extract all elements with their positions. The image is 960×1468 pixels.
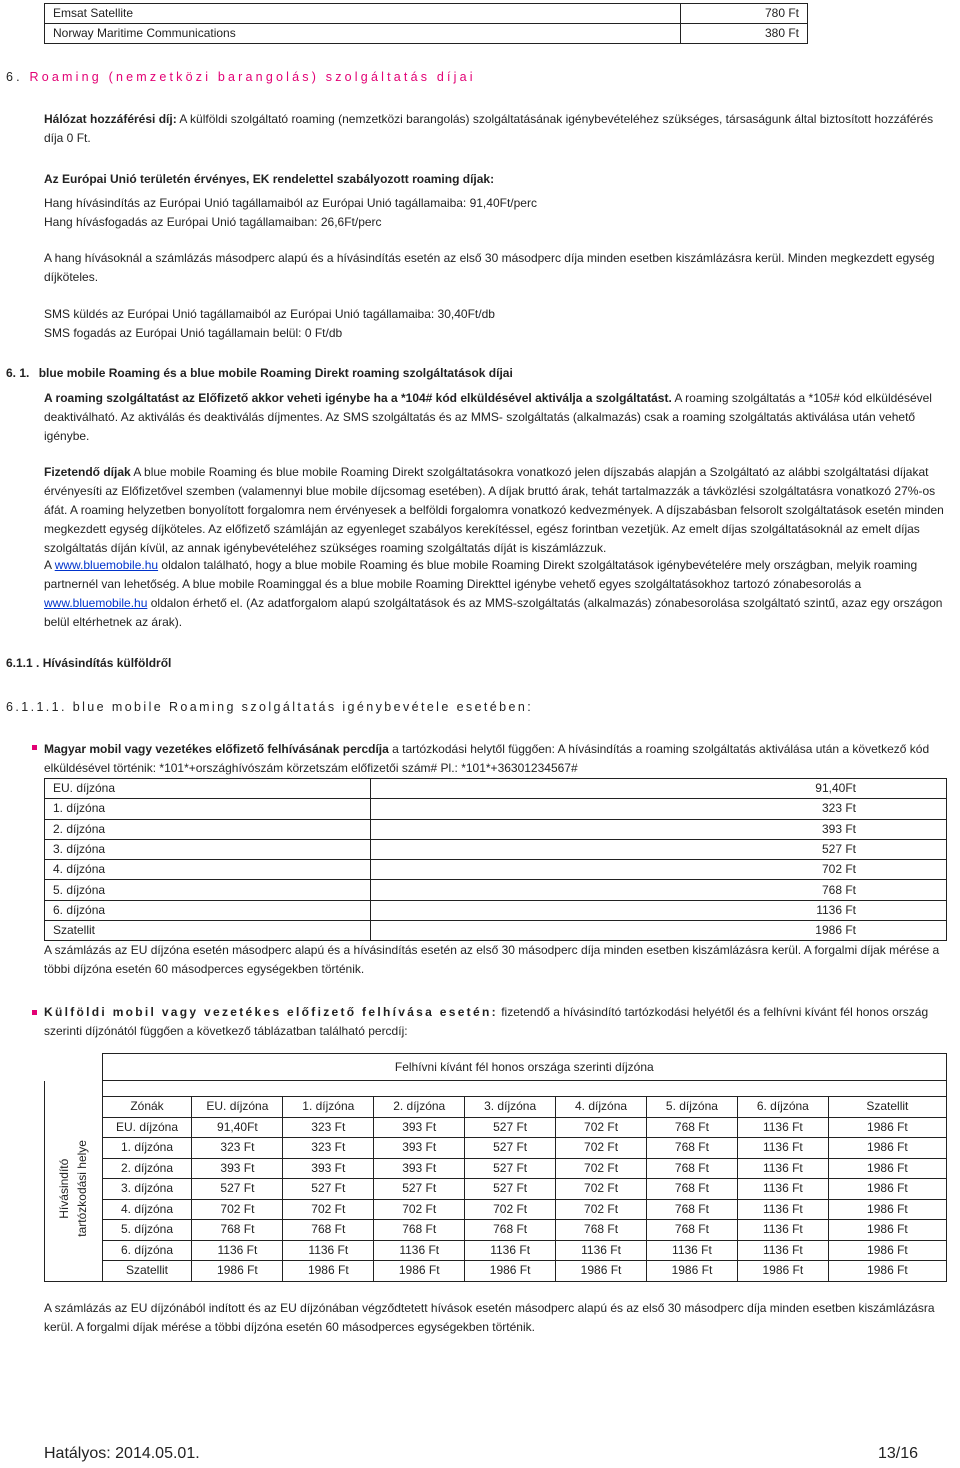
zone-row-label: EU. díjzóna <box>102 1117 192 1138</box>
zone-cell: 1136 Ft <box>556 1240 647 1261</box>
section-6-number: 6. <box>6 70 23 84</box>
bullet-2-rest: fizetendő a hívásindító tartózkodási helyétől és a felhívni kívánt fél honos ország szerinti díjzónától függően a következő táblázatban található percdíj: <box>44 1005 929 1038</box>
zone-cell: 702 Ft <box>283 1199 374 1220</box>
zone-cell: 323 Ft <box>192 1138 283 1159</box>
zone-cell: 702 Ft <box>374 1199 465 1220</box>
zone-cell: 1986 Ft <box>192 1261 283 1282</box>
zone-cell: 1986 Ft <box>828 1158 946 1179</box>
zone-cell: 1136 Ft <box>646 1240 737 1261</box>
bullet-foreign-calls <box>44 1003 952 1041</box>
bullet-marker <box>32 745 37 750</box>
zone-cell: 1986 Ft <box>374 1261 465 1282</box>
service-price: 380 Ft <box>681 24 808 44</box>
section-6-heading <box>6 70 476 84</box>
side-label-line-1: Hívásindító <box>57 1158 72 1219</box>
zone-cell: 768 Ft <box>283 1220 374 1241</box>
footer-effective-date: Hatályos: 2014.05.01. <box>44 1445 200 1462</box>
zone-cell: 1136 Ft <box>737 1158 828 1179</box>
zone-cell: 702 Ft <box>556 1117 647 1138</box>
zone-cell: 768 Ft <box>556 1220 647 1241</box>
eu-call-in: Hang hívásfogadás az Európai Unió tagállamaiban: 26,6Ft/perc <box>44 215 382 229</box>
zone-cell: 1136 Ft <box>283 1240 374 1261</box>
price-row <box>45 819 947 839</box>
zone-cell: 702 Ft <box>556 1199 647 1220</box>
access-fee-text: A külföldi szolgáltató roaming (nemzetközi barangolás) szolgáltatásának igénybevételéhez szükséges, társaságunk által biztosított hozzáférés díja 0 Ft. <box>44 112 934 145</box>
zone-row-label: 4. díjzóna <box>102 1199 192 1220</box>
zone-name: 2. díjzóna <box>45 819 371 839</box>
bullet-hungarian-calls <box>44 740 952 778</box>
zone-name: 4. díjzóna <box>45 860 371 880</box>
zone-cell: 1136 Ft <box>737 1220 828 1241</box>
section-6-1-title: blue mobile Roaming és a blue mobile Roaming Direkt roaming szolgáltatások díjai <box>38 366 513 380</box>
zone-cell: 768 Ft <box>374 1220 465 1241</box>
side-label-line-2: tartózkodási helye <box>75 1140 90 1237</box>
zone-row-label: 2. díjzóna <box>102 1158 192 1179</box>
price-row <box>45 860 947 880</box>
zone-row-label: 1. díjzóna <box>102 1138 192 1159</box>
zone-row <box>45 1117 947 1138</box>
zone-cell: 393 Ft <box>374 1158 465 1179</box>
partners-text-c: oldalon érhető el. (Az adatforgalom alapú szolgáltatások és az MMS-szolgáltatás (alkalmazás) zónabesorolása szolgáltató szintű, azaz egy országon belül eltérhetnek az árak). <box>44 596 943 629</box>
zone-header-cell: Szatellit <box>828 1097 946 1118</box>
zone-cell: 768 Ft <box>465 1220 556 1241</box>
section-6-1-heading <box>6 366 513 380</box>
zone-cell: 1136 Ft <box>737 1117 828 1138</box>
price-row <box>45 921 947 941</box>
zone-name: 3. díjzóna <box>45 839 371 859</box>
activation-rest: A roaming szolgáltatás a *105# kód elküldésével deaktiválható. Az aktiválás és deaktiválás díjmentes. Az SMS szolgáltatás és az MMS- szolgáltatás (alkalmazás) csak a roaming szolgáltatás aktiválása után vehető igénybe. <box>44 391 932 443</box>
service-name: Emsat Satellite <box>45 4 681 24</box>
top-price-table <box>44 3 808 44</box>
blank-cell <box>45 1054 103 1081</box>
zone-cell: 527 Ft <box>465 1138 556 1159</box>
zone-side-label <box>45 1097 103 1282</box>
zone-cell: 768 Ft <box>646 1117 737 1138</box>
zone-cell: 527 Ft <box>283 1179 374 1200</box>
zone-cell: 527 Ft <box>465 1179 556 1200</box>
zone-name: EU. díjzóna <box>45 779 371 799</box>
price-row <box>45 779 947 799</box>
zone-cell: 1136 Ft <box>374 1240 465 1261</box>
zone-cell: 1136 Ft <box>737 1199 828 1220</box>
zone-cell: 1986 Ft <box>828 1138 946 1159</box>
bullet-marker <box>32 1010 37 1015</box>
billing-eu-zone: A számlázás az EU díjzóna esetén másodperc alapú és a hívásindítás esetén az első 30 másodperc díja minden esetben kiszámlázásra kerül. A forgalmi díjak mérése a többi díjzóna esetén 60 másodperces egységekben történik. <box>44 943 940 976</box>
bluemobile-link-1[interactable]: www.bluemobile.hu <box>54 558 159 572</box>
zone-row <box>45 1138 947 1159</box>
zone-cell: 393 Ft <box>283 1158 374 1179</box>
zone-cell: 527 Ft <box>374 1179 465 1200</box>
zone-price: 1136 Ft <box>370 900 946 920</box>
zone-header-cell: Zónák <box>102 1097 192 1118</box>
zone-name: 5. díjzóna <box>45 880 371 900</box>
zone-cell: 393 Ft <box>374 1138 465 1159</box>
zone-row-label: 6. díjzóna <box>102 1240 192 1261</box>
zone-name: 1. díjzóna <box>45 799 371 819</box>
zone-header-cell: 5. díjzóna <box>646 1097 737 1118</box>
zone-row <box>45 1199 947 1220</box>
zone-cell: 1136 Ft <box>465 1240 556 1261</box>
zone-name: Szatellit <box>45 921 371 941</box>
zone-row <box>45 1220 947 1241</box>
zone-table-caption: Felhívni kívánt fél honos országa szerinti díjzóna <box>102 1054 946 1081</box>
zone-cell: 1986 Ft <box>828 1199 946 1220</box>
partners-paragraph <box>44 556 952 632</box>
zone-cell: 393 Ft <box>374 1117 465 1138</box>
zone-row <box>45 1240 947 1261</box>
zone-row <box>45 1158 947 1179</box>
section-6-1-1-1-heading: 6.1.1.1. blue mobile Roaming szolgáltatás igénybevétele esetében: <box>6 700 534 714</box>
eu-sms-send: SMS küldés az Európai Unió tagállamaiból az Európai Unió tagállamaiba: 30,40Ft/db <box>44 307 495 321</box>
zone-cell: 702 Ft <box>556 1179 647 1200</box>
zone-price: 393 Ft <box>370 819 946 839</box>
price-row <box>45 839 947 859</box>
top-table-row <box>45 4 808 24</box>
fees-label: Fizetendő díjak <box>44 465 131 479</box>
eu-billing: A hang hívásoknál a számlázás másodperc alapú és a hívásindítás esetén az első 30 másodperc díja minden esetben kiszámlázásra kerül. Minden megkezdett egység díjköteles. <box>44 251 935 284</box>
zone-cell: 1986 Ft <box>465 1261 556 1282</box>
zone-price-table <box>44 778 947 941</box>
top-table-row <box>45 24 808 44</box>
zone-cell: 1986 Ft <box>828 1261 946 1282</box>
blank-cell <box>45 1081 103 1097</box>
eu-sms-receive: SMS fogadás az Európai Unió tagállamain belül: 0 Ft/db <box>44 326 343 340</box>
activation-paragraph <box>44 389 952 446</box>
zone-cell: 1986 Ft <box>556 1261 647 1282</box>
fees-paragraph <box>44 463 952 558</box>
zone-cell: 527 Ft <box>465 1117 556 1138</box>
zone-name: 6. díjzóna <box>45 900 371 920</box>
price-row <box>45 900 947 920</box>
zone-cell: 1136 Ft <box>737 1240 828 1261</box>
zone-matrix-table <box>44 1053 947 1282</box>
bullet-1-bold: Magyar mobil vagy vezetékes előfizető felhívásának percdíja <box>44 742 389 756</box>
zone-cell: 1136 Ft <box>737 1179 828 1200</box>
zone-header-cell: 4. díjzóna <box>556 1097 647 1118</box>
zone-cell: 1986 Ft <box>737 1261 828 1282</box>
zone-cell: 1136 Ft <box>737 1138 828 1159</box>
zone-cell: 91,40Ft <box>192 1117 283 1138</box>
zone-cell: 1986 Ft <box>828 1179 946 1200</box>
service-price: 780 Ft <box>681 4 808 24</box>
zone-cell: 323 Ft <box>283 1117 374 1138</box>
access-fee-label: Hálózat hozzáférési díj: <box>44 112 177 126</box>
zone-cell: 702 Ft <box>556 1158 647 1179</box>
zone-cell: 702 Ft <box>192 1199 283 1220</box>
zone-price: 1986 Ft <box>370 921 946 941</box>
zone-cell: 1986 Ft <box>828 1220 946 1241</box>
zone-cell: 1986 Ft <box>828 1240 946 1261</box>
zone-header-cell: 3. díjzóna <box>465 1097 556 1118</box>
section-6-1-1-heading: 6.1.1 . Hívásindítás külföldről <box>6 656 172 670</box>
zone-price: 91,40Ft <box>370 779 946 799</box>
footer-page-number: 13/16 <box>878 1445 919 1462</box>
bullet-2-bold: Külföldi mobil vagy vezetékes előfizető felhívása esetén: <box>44 1005 498 1019</box>
bluemobile-link-2[interactable]: www.bluemobile.hu <box>44 596 148 610</box>
zone-cell: 527 Ft <box>192 1179 283 1200</box>
zone-cell: 1986 Ft <box>283 1261 374 1282</box>
zone-price: 323 Ft <box>370 799 946 819</box>
zone-price: 702 Ft <box>370 860 946 880</box>
zone-price: 768 Ft <box>370 880 946 900</box>
zone-cell: 1986 Ft <box>646 1261 737 1282</box>
price-row <box>45 880 947 900</box>
eu-heading: Az Európai Unió területén érvényes, EK rendelettel szabályozott roaming díjak: <box>44 172 495 186</box>
zone-cell: 1986 Ft <box>828 1117 946 1138</box>
zone-row-label: 5. díjzóna <box>102 1220 192 1241</box>
fees-text: A blue mobile Roaming és blue mobile Roaming Direkt szolgáltatásokra vonatkozó jelen díjszabás alapján a Szolgáltató az alábbi szolgáltatási díjakat érvényesíti az Előfizetővel szemben (valamennyi blue mobile díjcsomag esetében). A díjak bruttó árak, tehát tartalmazzák a távközlési szolgáltatásra vonatkozó 27%-os áfát. A roaming helyzetben bonyolított forgalomra nem érvényesek a belföldi forgalomra vonatkozó kedvezmények. A díjszabásban felsorolt szolgáltatások esetén minden megkezdett egység díjköteles. Az előfizető számláján az egyenleget szabályos kerekítéssel, egész forintban vezetjük. Az emelt díjas szolgáltatásoknál az emelt díjas szolgáltatás díján kívül, az annak igénybevételéhez szükséges roaming szolgáltatás díját is kiszámlázzuk. <box>44 465 944 555</box>
zone-header-cell: 6. díjzóna <box>737 1097 828 1118</box>
zone-header-cell: 2. díjzóna <box>374 1097 465 1118</box>
partners-text-a: A <box>44 558 55 572</box>
zone-cell: 527 Ft <box>465 1158 556 1179</box>
partners-text-b: oldalon található, hogy a blue mobile Roaming és blue mobile Roaming Direkt szolgáltatások igénybevételére mely országban, melyik roaming partnernél van lehetőség. A blue mobile Roaminggal és a blue mobile Roaming Direkttel igénybe vehető egyes szolgáltatásokhoz tartozó zónabesorolás a <box>44 558 918 591</box>
zone-cell: 323 Ft <box>283 1138 374 1159</box>
zone-cell: 768 Ft <box>646 1138 737 1159</box>
zone-cell: 768 Ft <box>646 1158 737 1179</box>
zone-row <box>45 1179 947 1200</box>
bullet-1-rest: a tartózkodási helytől függően: A hívásindítás a roaming szolgáltatás aktiválása után a következő kód elküldésével történik: *101*+országhívószám körzetszám előfizetői szám# Pl.: *101*+36301234567# <box>44 742 930 775</box>
zone-row-label: Szatellit <box>102 1261 192 1282</box>
activation-bold: A roaming szolgáltatást az Előfizető akkor veheti igénybe ha a *104# kód elküldésével aktiválja a szolgáltatást. <box>44 391 672 405</box>
zone-cell: 768 Ft <box>646 1179 737 1200</box>
blank-cell <box>102 1081 946 1097</box>
eu-call-out: Hang hívásindítás az Európai Unió tagállamaiból az Európai Unió tagállamaiba: 91,40Ft/perc <box>44 196 537 210</box>
section-6-title: Roaming (nemzetközi barangolás) szolgáltatás díjai <box>29 70 476 84</box>
access-fee-paragraph <box>44 110 952 148</box>
zone-price: 527 Ft <box>370 839 946 859</box>
zone-cell: 1136 Ft <box>192 1240 283 1261</box>
zone-cell: 768 Ft <box>646 1220 737 1241</box>
price-row <box>45 799 947 819</box>
zone-row <box>45 1261 947 1282</box>
zone-cell: 768 Ft <box>646 1199 737 1220</box>
section-6-1-number: 6. 1. <box>6 366 30 380</box>
zone-cell: 702 Ft <box>556 1138 647 1159</box>
billing-note-bottom: A számlázás az EU díjzónából indított és az EU díjzónában végződtetett hívások esetén másodperc alapú és az első 30 másodperc díja minden esetben kiszámlázásra kerül. A forgalmi díjak mérése a többi díjzóna esetén 60 másodperces egységekben történik. <box>44 1301 935 1334</box>
service-name: Norway Maritime Communications <box>45 24 681 44</box>
zone-header-cell: 1. díjzóna <box>283 1097 374 1118</box>
zone-header-row <box>45 1097 947 1118</box>
zone-row-label: 3. díjzóna <box>102 1179 192 1200</box>
zone-cell: 393 Ft <box>192 1158 283 1179</box>
zone-header-cell: EU. díjzóna <box>192 1097 283 1118</box>
zone-cell: 768 Ft <box>192 1220 283 1241</box>
zone-cell: 702 Ft <box>465 1199 556 1220</box>
